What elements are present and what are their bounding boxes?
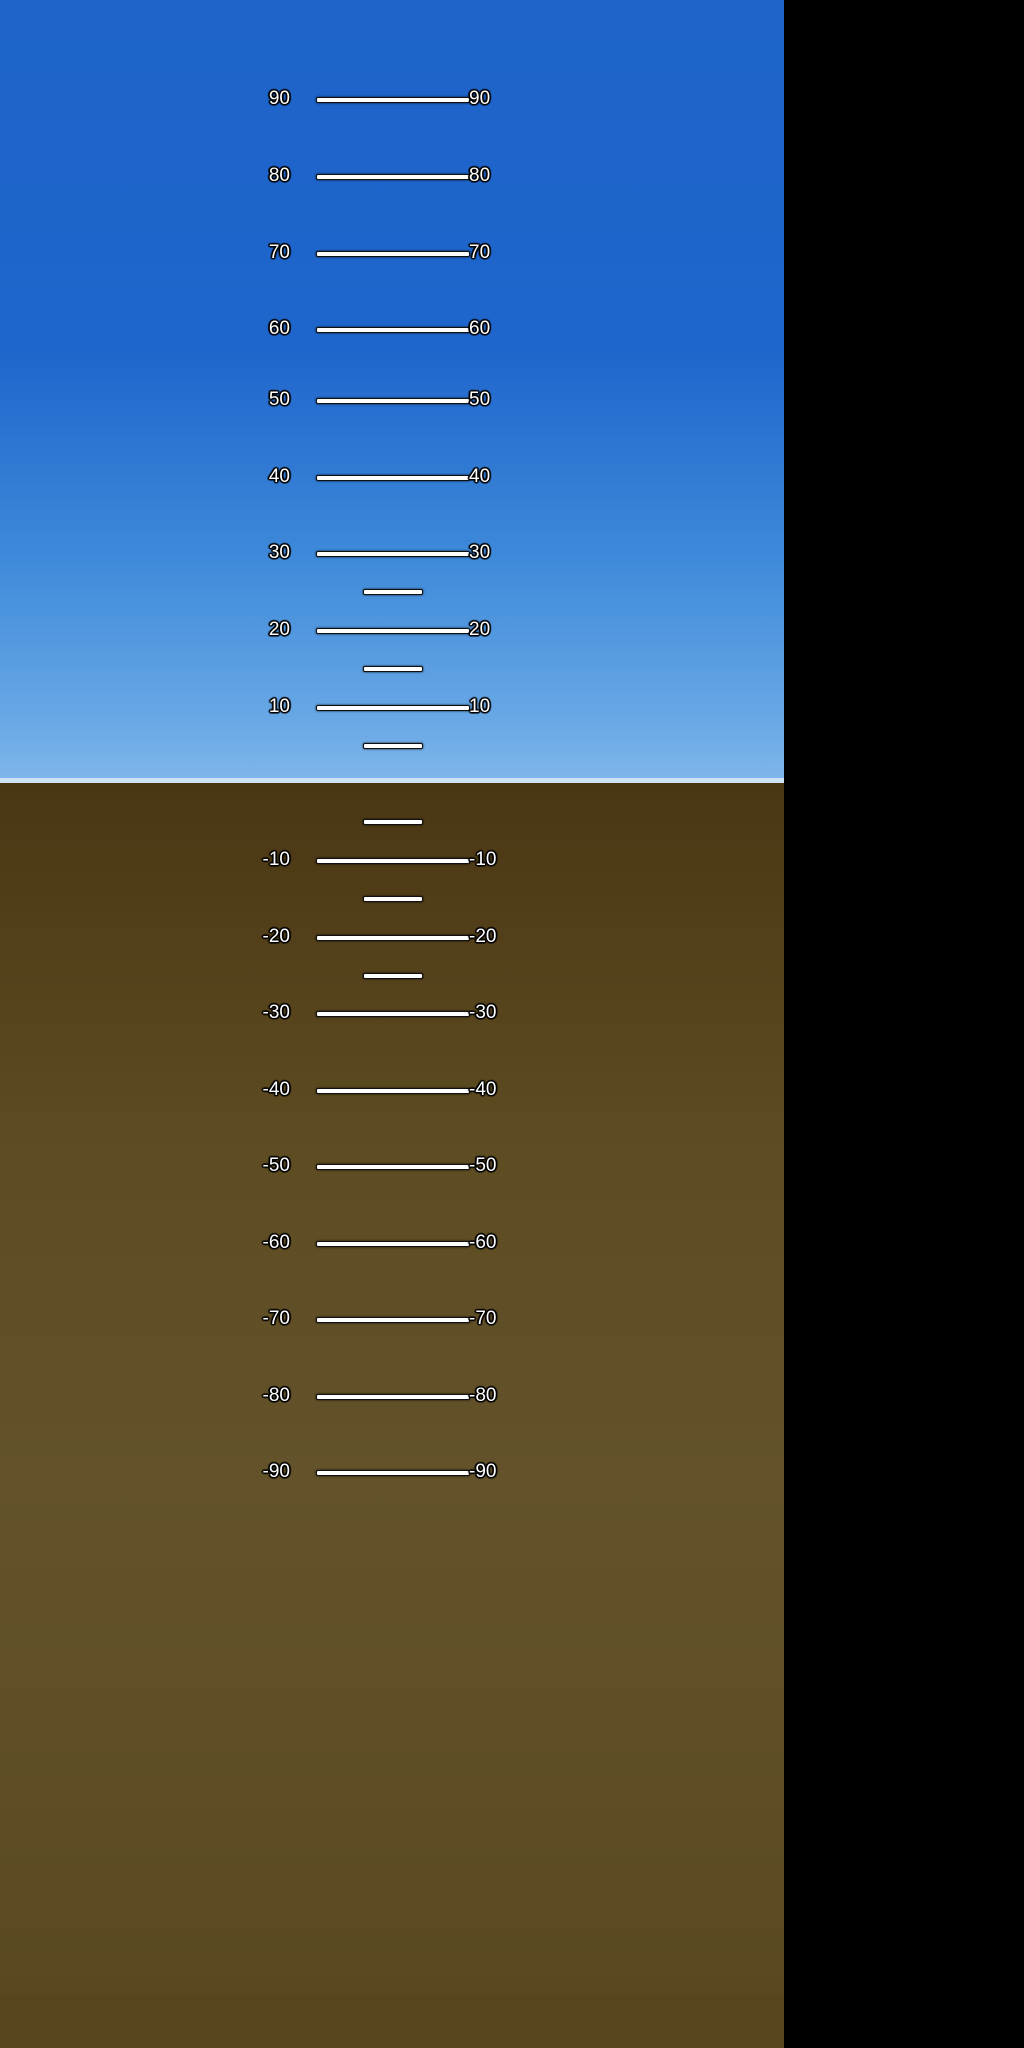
pitch-rung-bar [316,1394,470,1400]
pitch-label-left: -30 [262,1002,290,1023]
pitch-rung-bar [316,1470,470,1476]
pitch-rung-bar [316,705,470,711]
pitch-rung-bar [363,743,423,749]
pitch-label-left: -90 [262,1461,290,1482]
pitch-label-right: -30 [469,1002,497,1023]
pitch-rung-bar [363,973,423,979]
pitch-label-right: 10 [469,696,491,717]
pitch-rung-bar [316,251,470,257]
pitch-label-right: 60 [469,318,491,339]
pitch-label-left: 40 [268,466,290,487]
pitch-label-left: -10 [262,849,290,870]
pitch-label-left: 70 [268,242,290,263]
pitch-label-left: 60 [268,318,290,339]
pitch-rung-bar [316,628,470,634]
pitch-label-right: -70 [469,1308,497,1329]
pitch-rung-bar [316,858,470,864]
pitch-label-left: -40 [262,1079,290,1100]
pitch-label-right: -90 [469,1461,497,1482]
pitch-label-left: 20 [268,619,290,640]
pitch-label-left: -60 [262,1232,290,1253]
pitch-rung-bar [316,174,470,180]
pitch-rung-bar [316,1317,470,1323]
pitch-rung-bar [316,398,470,404]
pitch-rung-bar [363,819,423,825]
pitch-label-right: -10 [469,849,497,870]
pitch-label-left: 90 [268,88,290,109]
pitch-label-right: 50 [469,389,491,410]
pitch-label-right: 20 [469,619,491,640]
pitch-label-right: 70 [469,242,491,263]
pitch-rung-bar [316,1241,470,1247]
pitch-rung-bar [316,935,470,941]
pitch-label-right: 90 [469,88,491,109]
pitch-label-left: -20 [262,926,290,947]
pitch-rung-bar [316,1011,470,1017]
pitch-label-left: -80 [262,1385,290,1406]
pitch-rung-bar [363,896,423,902]
pitch-label-right: 80 [469,165,491,186]
pitch-rung-bar [316,551,470,557]
pitch-label-left: -70 [262,1308,290,1329]
pitch-label-right: -40 [469,1079,497,1100]
pitch-rung-bar [316,97,470,103]
pitch-label-left: 30 [268,542,290,563]
pitch-label-left: 80 [268,165,290,186]
pitch-label-left: -50 [262,1155,290,1176]
pitch-label-right: -50 [469,1155,497,1176]
pitch-label-right: -20 [469,926,497,947]
pitch-label-right: 30 [469,542,491,563]
pitch-label-left: 10 [268,696,290,717]
pitch-label-left: 50 [268,389,290,410]
pitch-label-right: -80 [469,1385,497,1406]
pitch-rung-bar [316,1164,470,1170]
pitch-rung-bar [316,475,470,481]
pitch-rung-bar [316,327,470,333]
pitch-rung-bar [363,666,423,672]
pitch-rung-bar [363,589,423,595]
letterbox-right [784,0,1024,2048]
pitch-label-right: -60 [469,1232,497,1253]
pitch-rung-bar [316,1088,470,1094]
pitch-label-right: 40 [469,466,491,487]
